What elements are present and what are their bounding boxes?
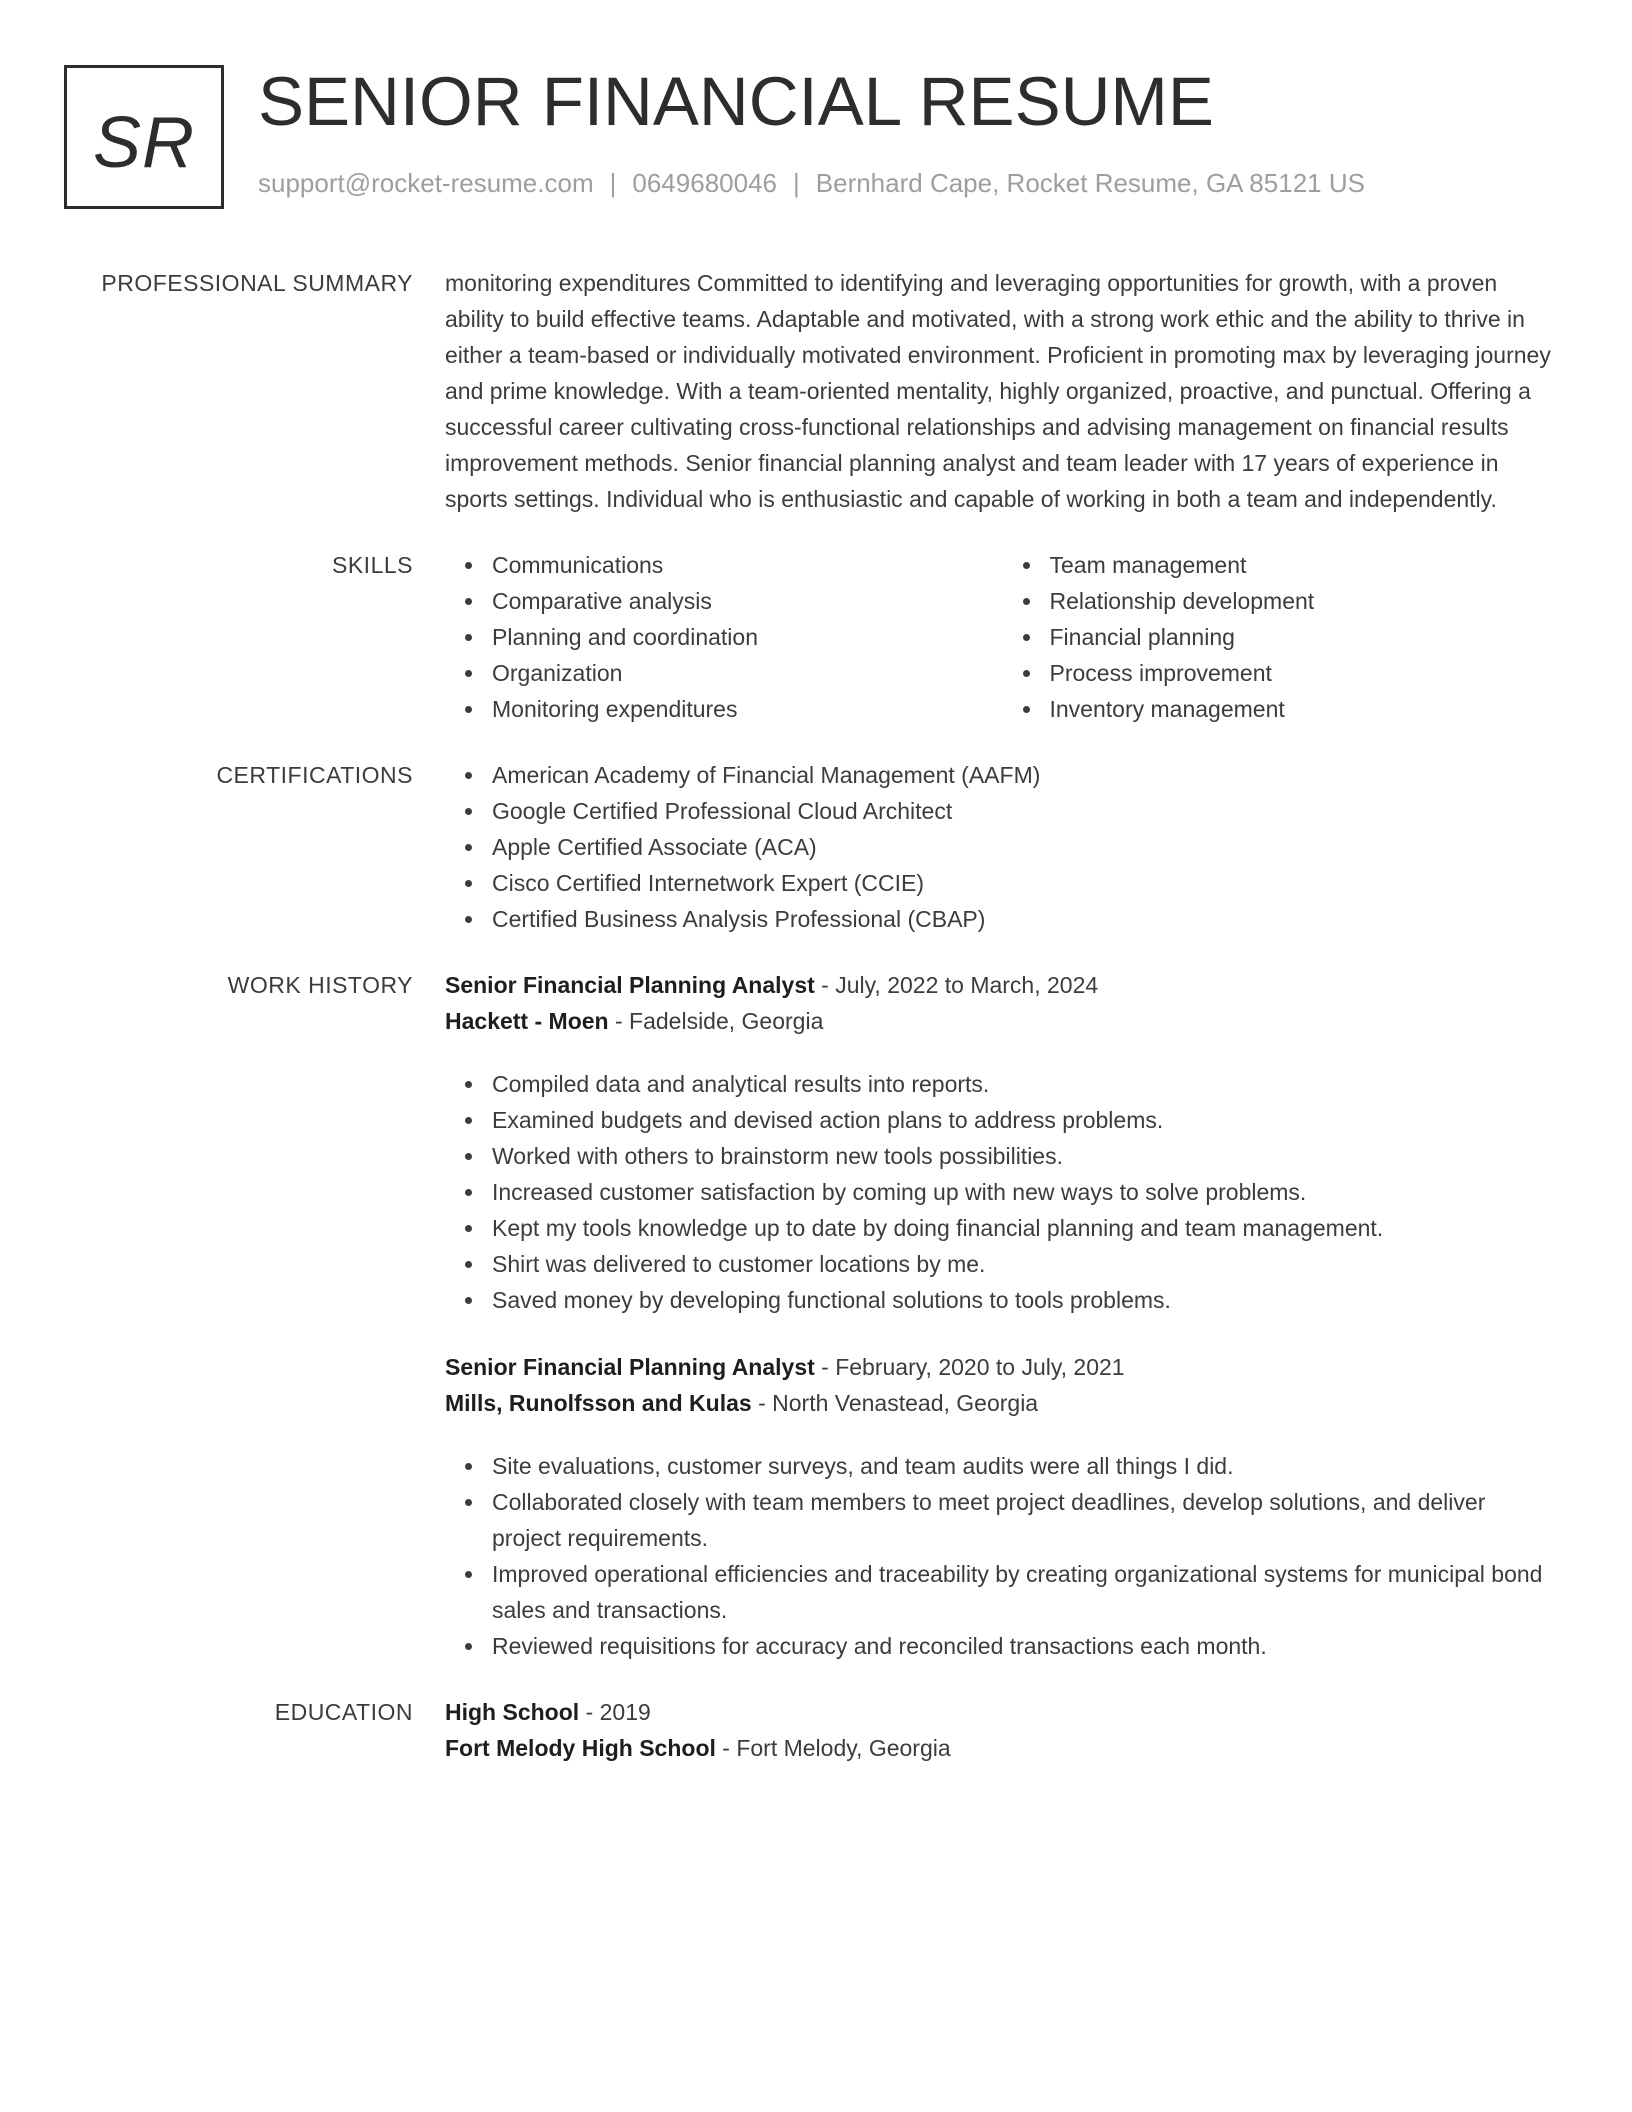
skill-item: Financial planning [1050, 619, 1561, 655]
job-company: Hackett - Moen [445, 1008, 609, 1034]
job-bullet: Reviewed requisitions for accuracy and reconciled transactions each month. [492, 1628, 1560, 1664]
certification-item: Apple Certified Associate (ACA) [492, 829, 1560, 865]
job-title: Senior Financial Planning Analyst [445, 1354, 815, 1380]
skill-item: Team management [1050, 547, 1561, 583]
section-professional-summary [0, 265, 1632, 517]
education-school: Fort Melody High School [445, 1735, 716, 1761]
certification-item: Certified Business Analysis Professional (CBAP) [492, 901, 1560, 937]
job-entry [445, 967, 1560, 1318]
section-label-education: EDUCATION [274, 1699, 413, 1725]
job-bullet: Saved money by developing functional solutions to tools problems. [492, 1282, 1560, 1318]
job-bullet: Collaborated closely with team members to meet project deadlines, develop solutions, and deliver project requirements. [492, 1484, 1560, 1556]
section-work-history [0, 967, 1632, 1664]
education-degree: High School [445, 1699, 580, 1725]
contact-address: Bernhard Cape, Rocket Resume, GA 85121 US [815, 168, 1365, 198]
education-school-line [445, 1730, 1560, 1766]
job-location: - Fadelside, Georgia [608, 1008, 824, 1034]
education-year: - 2019 [579, 1699, 651, 1725]
job-dates: - July, 2022 to March, 2024 [814, 972, 1099, 998]
job-company: Mills, Runolfsson and Kulas [445, 1390, 752, 1416]
job-bullet: Compiled data and analytical results into reports. [492, 1066, 1560, 1102]
skill-item: Comparative analysis [492, 583, 1003, 619]
job-bullet: Increased customer satisfaction by coming up with new ways to solve problems. [492, 1174, 1560, 1210]
professional-summary-text: monitoring expenditures Committed to identifying and leveraging opportunities for growth, with a proven ability to build effective teams. Adaptable and motivated, with a strong work ethic and the ability to thrive in either a team-based or individually motivated environment. Proficient in promoting max by leveraging journey and prime knowledge. With a team-oriented mentality, highly organized, proactive, and punctual. Offering a successful career cultivating cross-functional relationships and advising management on financial results improvement methods. Senior financial planning analyst and team leader with 17 years of experience in sports settings. Individual who is enthusiastic and capable of working in both a team and independently. [445, 270, 1551, 512]
section-label-work-history: WORK HISTORY [227, 972, 413, 998]
skills-column-left [445, 547, 1003, 727]
job-company-line [445, 1385, 1560, 1421]
job-bullet-list [445, 1066, 1560, 1318]
header-text [258, 65, 1365, 199]
job-dates: - February, 2020 to July, 2021 [814, 1354, 1125, 1380]
skill-item: Organization [492, 655, 1003, 691]
certifications-list [445, 757, 1560, 937]
section-education [0, 1694, 1632, 1766]
contact-separator: | [793, 168, 800, 198]
job-company-line [445, 1003, 1560, 1039]
job-title-line [445, 1349, 1560, 1385]
section-label-skills: SKILLS [332, 552, 413, 578]
job-bullet: Site evaluations, customer surveys, and team audits were all things I did. [492, 1448, 1560, 1484]
job-bullet: Examined budgets and devised action plans to address problems. [492, 1102, 1560, 1138]
job-bullet: Worked with others to brainstorm new tools possibilities. [492, 1138, 1560, 1174]
contact-line [258, 168, 1365, 199]
section-label-professional-summary: PROFESSIONAL SUMMARY [101, 270, 413, 296]
job-bullet: Shirt was delivered to customer locations by me. [492, 1246, 1560, 1282]
section-skills [0, 547, 1632, 727]
skill-item: Communications [492, 547, 1003, 583]
education-degree-line [445, 1694, 1560, 1730]
skill-item: Inventory management [1050, 691, 1561, 727]
page-title: SENIOR FINANCIAL RESUME [258, 63, 1214, 140]
resume-header [64, 65, 1632, 209]
certification-item: Cisco Certified Internetwork Expert (CCIE) [492, 865, 1560, 901]
job-location: - North Venastead, Georgia [751, 1390, 1039, 1416]
contact-separator: | [609, 168, 617, 198]
certification-item: American Academy of Financial Management (AAFM) [492, 757, 1560, 793]
logo-initials: SR [92, 103, 196, 183]
logo-monogram [64, 65, 224, 209]
skills-column-right [1003, 547, 1561, 727]
skill-item: Monitoring expenditures [492, 691, 1003, 727]
education-location: - Fort Melody, Georgia [715, 1735, 951, 1761]
contact-phone: 0649680046 [632, 168, 777, 198]
job-bullet: Improved operational efficiencies and traceability by creating organizational systems for municipal bond sales and transactions. [492, 1556, 1560, 1628]
contact-email: support@rocket-resume.com [258, 168, 594, 198]
job-bullet: Kept my tools knowledge up to date by doing financial planning and team management. [492, 1210, 1560, 1246]
job-title: Senior Financial Planning Analyst [445, 972, 815, 998]
certification-item: Google Certified Professional Cloud Architect [492, 793, 1560, 829]
job-entry [445, 1349, 1560, 1664]
skill-item: Planning and coordination [492, 619, 1003, 655]
section-label-certifications: CERTIFICATIONS [216, 762, 413, 788]
job-title-line [445, 967, 1560, 1003]
skill-item: Relationship development [1050, 583, 1561, 619]
skills-grid [445, 547, 1560, 727]
section-certifications [0, 757, 1632, 937]
skill-item: Process improvement [1050, 655, 1561, 691]
job-bullet-list [445, 1448, 1560, 1664]
